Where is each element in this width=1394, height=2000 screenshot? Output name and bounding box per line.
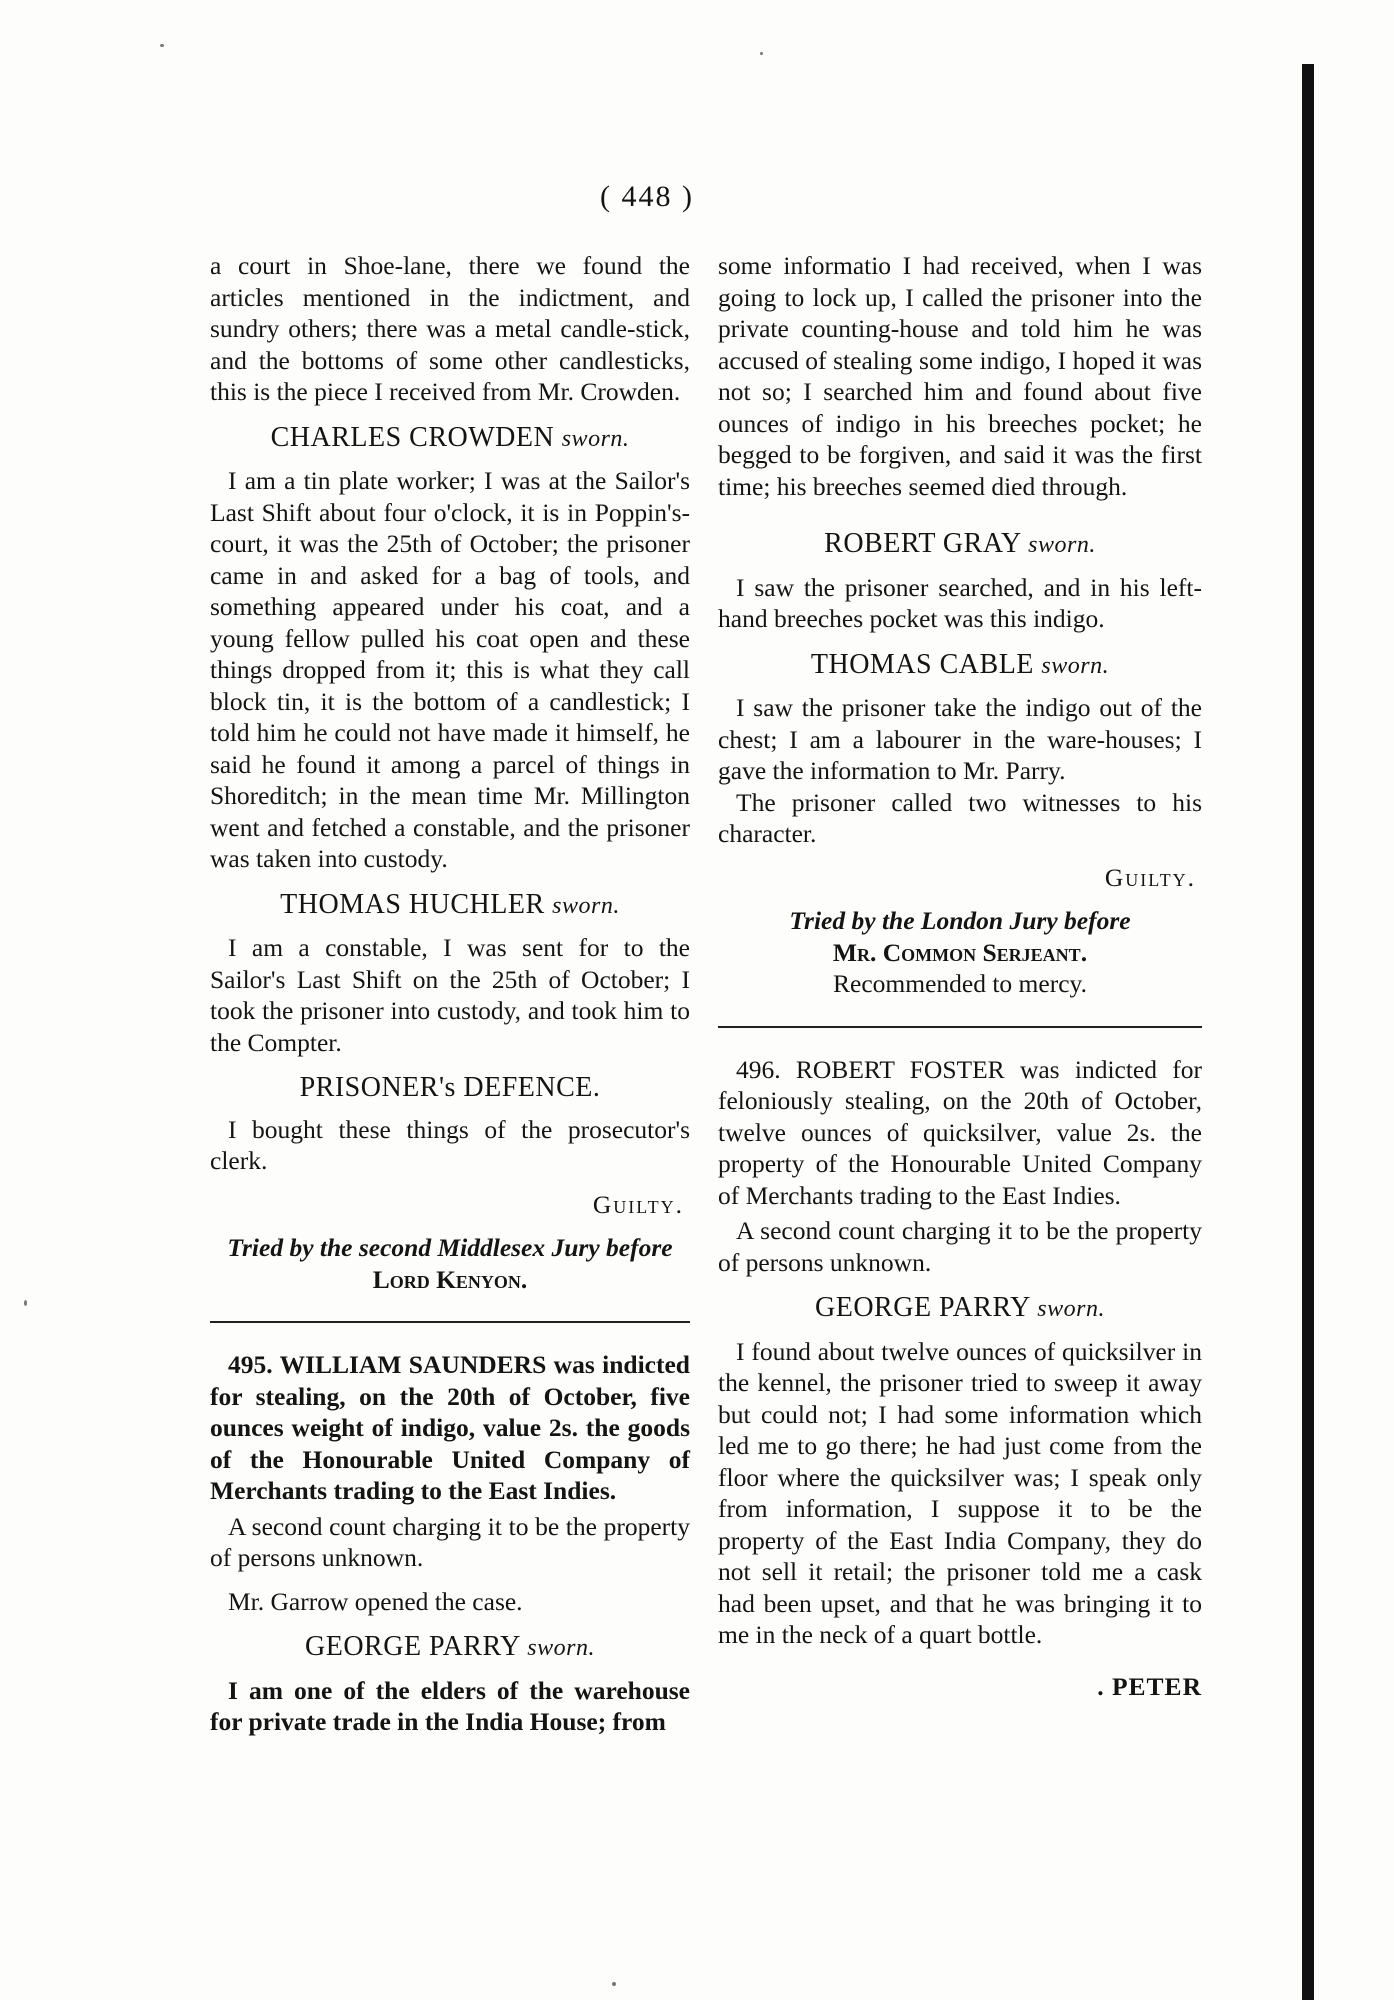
case-divider — [718, 1026, 1202, 1028]
testimony: I saw the prisoner take the indigo out of the chest; I am a labourer in the ware-houses; I gave the information to Mr. Parry. — [718, 693, 1202, 785]
sworn-label: sworn. — [1041, 652, 1110, 679]
witness-name: GEORGE PARRY — [815, 1292, 1030, 1323]
testimony: I found about twelve ounces of quicksilver in the kennel, the prisoner tried to sweep it away but could not; I had some information which led me to go there; he had just come from the floor where the quicksilver was; I speak only from information, I suppose it to be the property of the East India Company, they do not sell it retail; the prisoner told me a cask had been upset, and that he was bringing it to me in the neck of a quart bottle. — [718, 1336, 1202, 1649]
testimony: I am a tin plate worker; I was at the Sailor's Last Shift about four o'clock, it is in Poppin's-court, it was the 25th of October; the prisoner came in and asked for a bag of tools, and something appeared under his coat, and a young fellow pulled his coat open and these things dropped from it; this is what they call block tin, it is the bottom of a candlestick; I told him he could not have made it himself, he said he found it among a parcel of things in Shoreditch; in the mean time Mr. Millington went and fetched a constable, and the prisoner was taken into custody. — [210, 466, 690, 873]
left-column — [210, 250, 690, 1738]
witness-heading — [210, 889, 690, 923]
scan-speck — [612, 1982, 616, 1986]
witnesses-note: The prisoner called two witnesses to his character. — [718, 787, 1202, 848]
witness-heading — [718, 528, 1202, 562]
second-count: A second count charging it to be the property of persons unknown. — [210, 1511, 690, 1572]
paragraph: a court in Shoe-lane, there we found the articles mentioned in the indictment, and sundry others; there was a metal candle-stick, and the bottoms of some other candlesticks, this is the piece I received from Mr. Crowden. — [210, 251, 690, 406]
witness-heading — [210, 422, 690, 456]
case-495-indictment: 495. WILLIAM SAUNDERS was indicted for stealing, on the 20th of October, five ounces weight of indigo, value 2s. the goods of the Honourable United Company of Merchants trading to the East Indies. — [210, 1350, 690, 1505]
testimony: I saw the prisoner searched, and in his left-hand breeches pocket was this indigo. — [718, 572, 1202, 633]
witness-name: THOMAS CABLE — [810, 648, 1034, 680]
second-count: A second count charging it to be the property of persons unknown. — [718, 1216, 1202, 1277]
right-column — [718, 250, 1202, 1702]
witness-heading — [718, 649, 1202, 683]
scan-speck — [160, 44, 164, 47]
catchword: . PETER — [1097, 1671, 1202, 1701]
case-divider — [210, 1321, 690, 1323]
counsel-note: Mr. Garrow opened the case. — [228, 1586, 523, 1616]
verdict: Guilty. — [1104, 862, 1196, 892]
mercy-note: Recommended to mercy. — [833, 969, 1087, 998]
verdict: Guilty. — [592, 1189, 684, 1219]
testimony: I am one of the elders of the warehouse for private trade in the India House; from — [210, 1675, 690, 1736]
page-edge-rule — [1302, 64, 1314, 2000]
sworn-label: sworn. — [561, 425, 630, 452]
witness-name: CHARLES CROWDEN — [270, 421, 555, 453]
jury-line: Tried by the second Middlesex Jury before — [227, 1233, 673, 1262]
testimony: I am a constable, I was sent for to the Sailor's Last Shift on the 25th of October; I took the prisoner into custody, and took him to the Compter. — [210, 933, 690, 1057]
sworn-label: sworn. — [1028, 532, 1096, 558]
witness-heading — [718, 1292, 1202, 1326]
sworn-label: sworn. — [527, 1635, 595, 1661]
judge-line: Mr. Common Serjeant. — [832, 937, 1088, 967]
witness-name: GEORGE PARRY — [305, 1631, 520, 1662]
scan-speck — [760, 52, 763, 55]
scan-speck — [24, 1300, 27, 1306]
witness-heading — [210, 1631, 690, 1665]
witness-name: ROBERT GRAY — [824, 528, 1021, 559]
judge-line: Lord Kenyon. — [372, 1264, 528, 1294]
defence-heading: PRISONER's DEFENCE. — [299, 1072, 601, 1103]
witness-name: THOMAS HUCHLER — [280, 888, 545, 920]
sworn-label: sworn. — [1037, 1296, 1105, 1322]
defence-text: I bought these things of the prosecutor's clerk. — [210, 1114, 690, 1175]
page-number: ( 448 ) — [600, 180, 694, 213]
sworn-label: sworn. — [552, 892, 620, 919]
jury-line: Tried by the London Jury before — [789, 906, 1131, 935]
case-496-indictment: 496. ROBERT FOSTER was indicted for feloniously stealing, on the 20th of October, twelve ounces of quicksilver, value 2s. the property of the Honourable United Company of Merchants trading to the East Indies. — [718, 1054, 1202, 1210]
paragraph: some informatio I had received, when I was going to lock up, I called the prisoner into the private counting-house and told him he was accused of stealing some indigo, I hoped it was not so; I searched him and found about five ounces of indigo in his breeches pocket; he begged to be forgiven, and said it was the first time; his breeches seemed died through. — [718, 251, 1202, 501]
